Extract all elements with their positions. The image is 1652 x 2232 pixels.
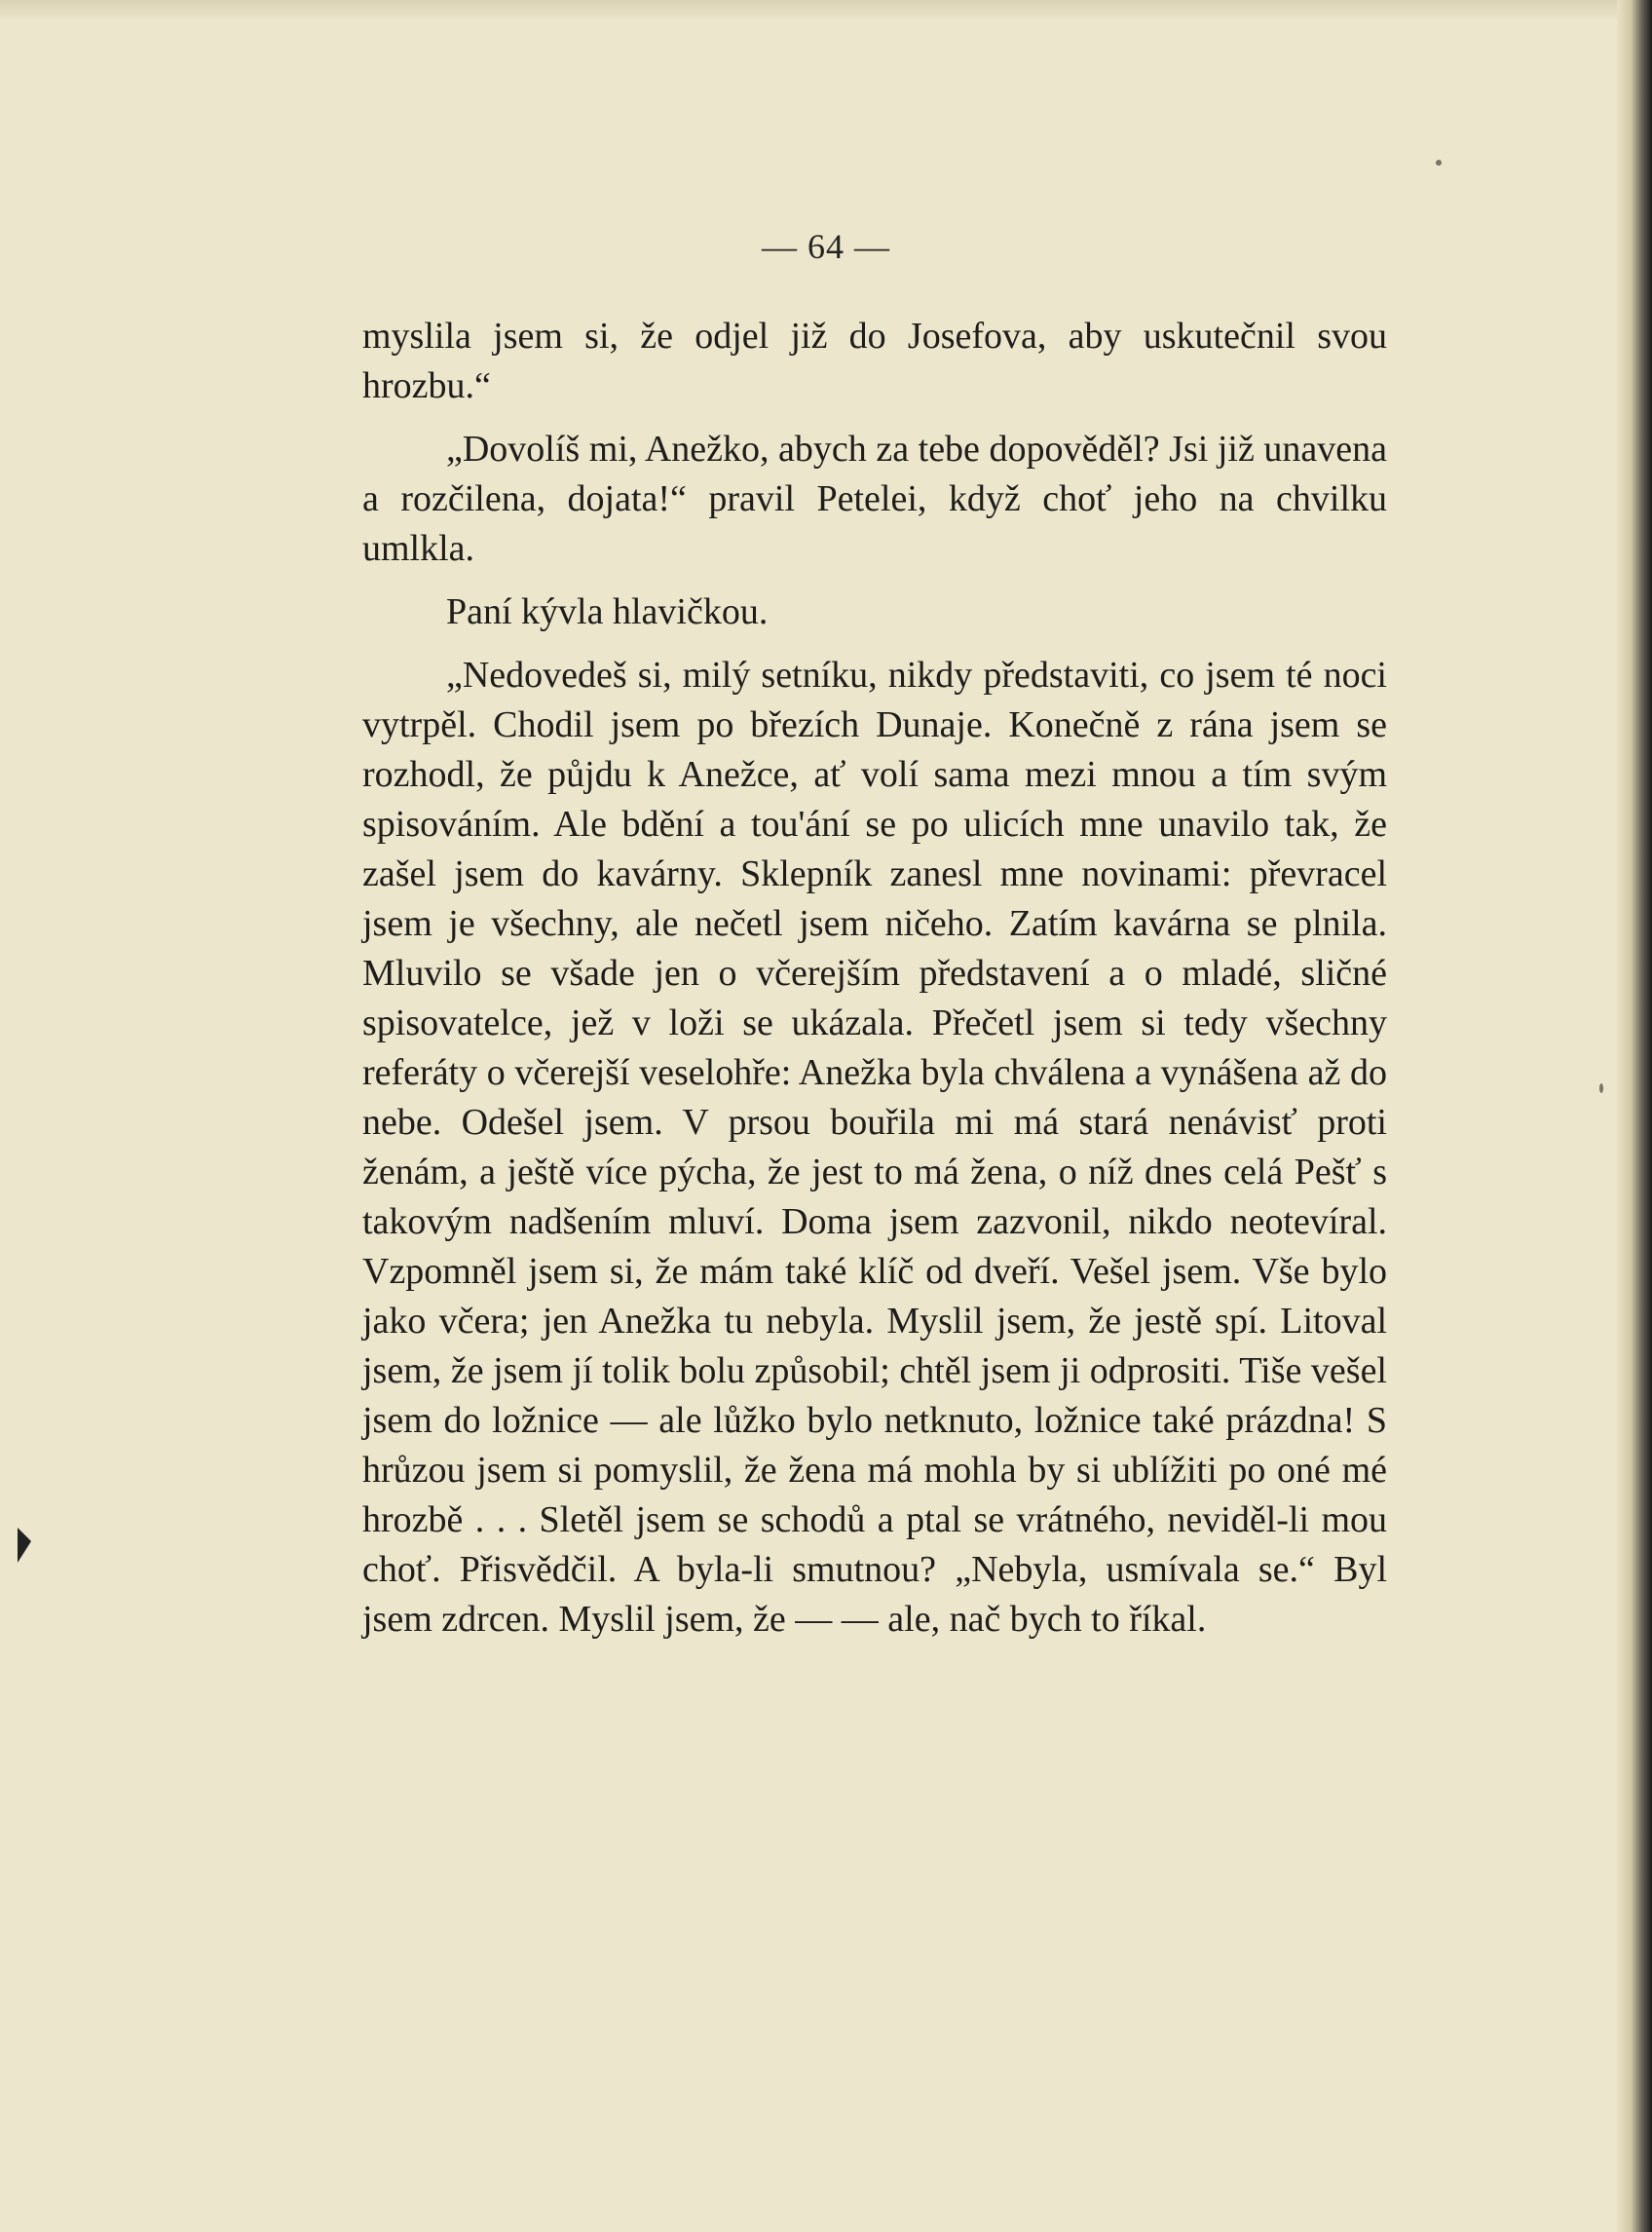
- paragraph: Paní kývla hlavičkou.: [446, 591, 769, 632]
- binding-shadow: [1617, 0, 1652, 2232]
- body-text: [362, 312, 1387, 1658]
- page-number: — 64 —: [762, 227, 890, 266]
- margin-mark: [18, 1528, 31, 1563]
- paper-top-edge: [0, 0, 1652, 21]
- paper-speck: [1436, 160, 1442, 166]
- paragraph: myslila jsem si, že odjel již do Josefova, aby uskutečnil svou hrozbu.“: [362, 316, 1387, 406]
- paragraph: „Nedovedeš si, milý setníku, nikdy představiti, co jsem té noci vytrpěl. Chodil jsem po březích Dunaje. Konečně z rána jsem se rozhodl, že půjdu k Anežce, ať volí sama mezi mnou a tím svým spisováním. Ale bdění a tou'ání se po ulicích mne unavilo tak, že zašel jsem do kavárny. Sklepník zanesl mne novinami: převracel jsem je všechny, ale nečetl jsem ničeho. Zatím kavárna se plnila. Mluvilo se všade jen o včerejším představení a o mladé, sličné spisovatelce, jež v loži se ukázala. Přečetl jsem si tedy všechny referáty o včerejší veselohře: Anežka byla chválena a vynášena až do nebe. Odešel jsem. V prsou bouřila mi má stará nenávisť proti ženám, a ještě více pýcha, že jest to má žena, o níž dnes celá Pešť s takovým nadšením mluví. Doma jsem zazvonil, nikdo neotevíral. Vzpomněl jsem si, že mám také klíč od dveří. Vešel jsem. Vše bylo jako včera; jen Anežka tu nebyla. Myslil jsem, že jestě spí. Litoval jsem, že jsem jí tolik bolu způsobil; chtěl jsem ji odprositi. Tiše vešel jsem do ložnice — ale lůžko bylo netknuto, ložnice také prázdna! S hrůzou jsem si pomyslil, že žena má mohla by si ublížiti po oné mé hrozbě . . . Sletěl jsem se schodů a ptal se vrátného, neviděl-li mou choť. Přisvědčil. A byla-li smutnou? „Nebyla, usmívala se.“ Byl jsem zdrcen. Myslil jsem, že — — ale, nač bych to říkal.: [362, 655, 1387, 1640]
- paper-speck: [1599, 1083, 1603, 1093]
- paragraph: „Dovolíš mi, Anežko, abych za tebe dopověděl? Jsi již unavena a rozčilena, dojata!“ pravil Petelei, když choť jeho na chvilku umlkla.: [362, 429, 1387, 569]
